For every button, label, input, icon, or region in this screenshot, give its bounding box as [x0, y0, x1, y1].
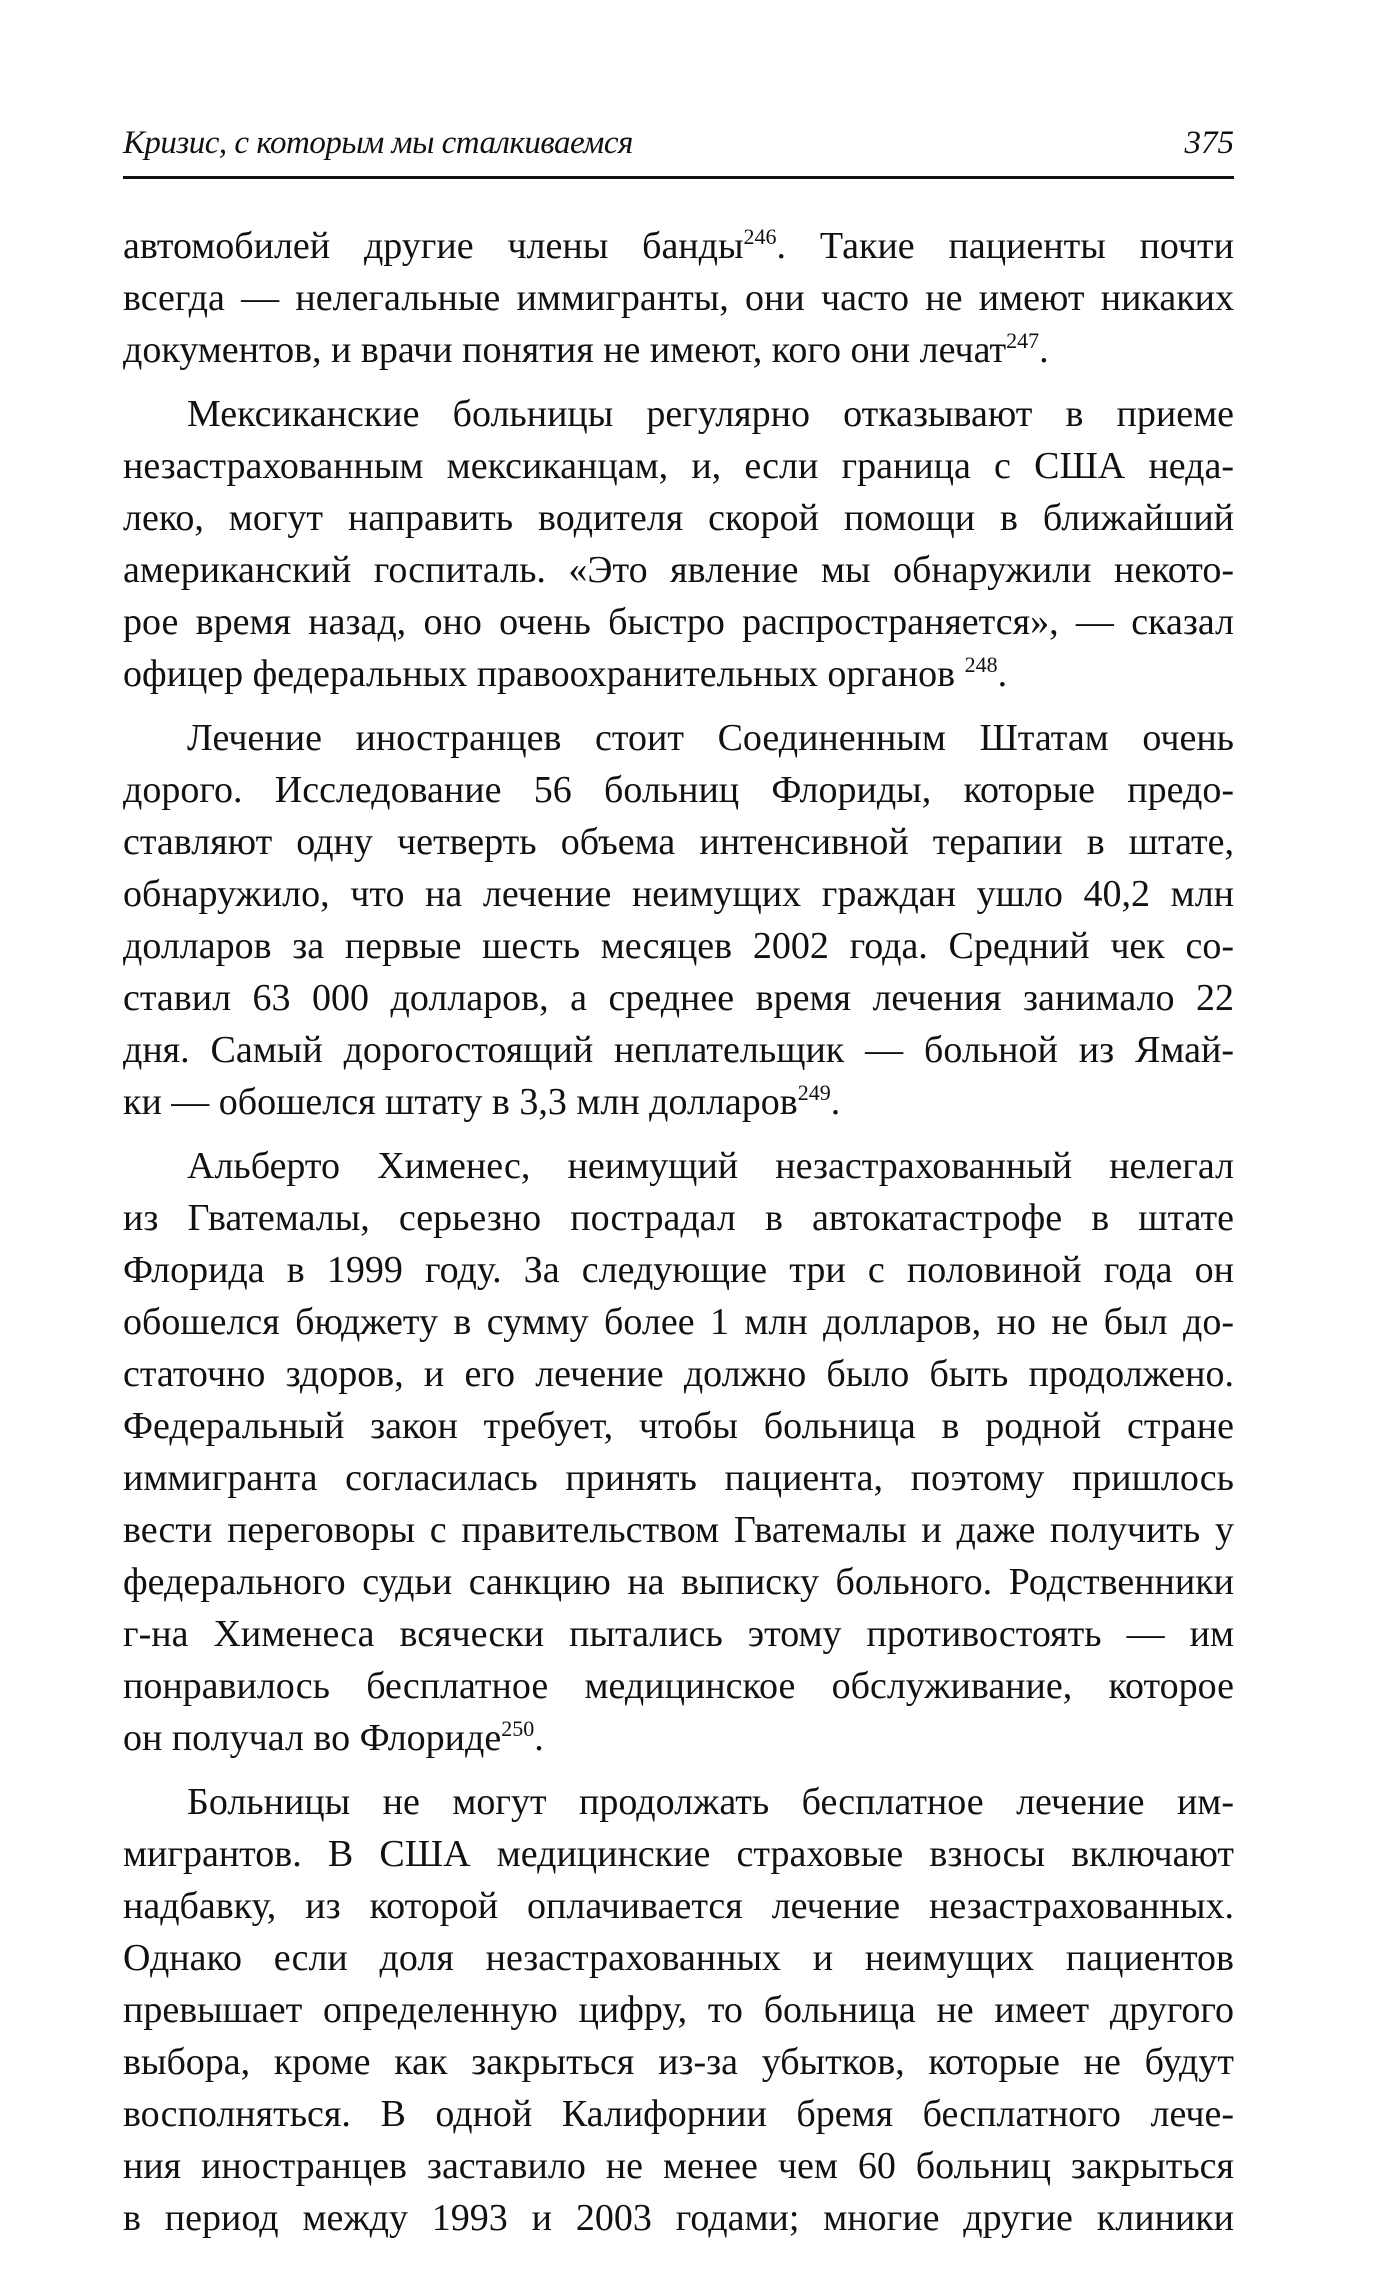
running-title: Кризис, с которым мы сталкиваемся	[123, 125, 633, 161]
text-line	[123, 1932, 1234, 1984]
text-run: восполняться. В одной Калифорнии бремя бесплатного лече-	[123, 2093, 1234, 2135]
text-line	[123, 1076, 1234, 1128]
text-run: Однако если доля незастрахованных и неимущих пациентов	[123, 1937, 1234, 1979]
text-run: рое время назад, оно очень быстро распространяется», — сказал	[123, 601, 1234, 643]
text-line	[123, 388, 1234, 440]
paragraph	[123, 388, 1234, 700]
text-run: Больницы не могут продолжать бесплатное лечение им-	[187, 1781, 1234, 1823]
text-run: он получал во Флориде	[123, 1717, 502, 1759]
text-line	[123, 1660, 1234, 1712]
text-run: надбавку, из которой оплачивается лечение незастрахованных.	[123, 1885, 1234, 1927]
text-run: дня. Самый дорогостоящий неплательщик — больной из Ямай-	[123, 1029, 1234, 1071]
text-run: Мексиканские больницы регулярно отказывают в приеме	[187, 393, 1234, 435]
text-line	[123, 1452, 1234, 1504]
text-line	[123, 1348, 1234, 1400]
text-run: статочно здоров, и его лечение должно было быть продолжено.	[123, 1353, 1234, 1395]
footnote-reference: 248	[964, 652, 998, 677]
paragraph	[123, 1776, 1234, 2244]
text-run: ставил 63 000 долларов, а среднее время лечения занимало 22	[123, 977, 1234, 1019]
text-line	[123, 1504, 1234, 1556]
footnote-reference: 246	[743, 224, 777, 249]
text-line	[123, 1984, 1234, 2036]
text-run: Альберто Хименес, неимущий незастрахованный нелегал	[187, 1145, 1234, 1187]
text-run: .	[997, 653, 1008, 695]
text-line	[123, 596, 1234, 648]
text-run: иммигранта согласилась принять пациента, поэтому пришлось	[123, 1457, 1234, 1499]
text-line	[123, 868, 1234, 920]
text-line	[123, 1244, 1234, 1296]
text-run: ставляют одну четверть объема интенсивной терапии в штате,	[123, 821, 1234, 863]
text-line	[123, 544, 1234, 596]
text-line	[123, 324, 1234, 376]
text-run: Федеральный закон требует, чтобы больница в родной стране	[123, 1405, 1234, 1447]
text-line	[123, 1024, 1234, 1076]
text-line	[123, 2088, 1234, 2140]
text-line	[123, 2140, 1234, 2192]
text-line	[123, 1140, 1234, 1192]
text-line	[123, 1712, 1234, 1764]
text-run: леко, могут направить водителя скорой помощи в ближайший	[123, 497, 1234, 539]
text-run: в период между 1993 и 2003 годами; многие другие клиники	[123, 2197, 1234, 2239]
footnote-reference: 247	[1006, 328, 1040, 353]
text-run: офицер федеральных правоохранительных органов	[123, 653, 965, 695]
text-run: обнаружило, что на лечение неимущих граждан ушло 40,2 млн	[123, 873, 1234, 915]
text-run: незастрахованным мексиканцам, и, если граница с США неда-	[123, 445, 1234, 487]
text-line	[123, 1828, 1234, 1880]
page-header	[123, 118, 1234, 170]
text-run: .	[1039, 329, 1049, 371]
header-rule	[123, 176, 1234, 179]
paragraph	[123, 712, 1234, 1128]
text-line	[123, 816, 1234, 868]
text-line	[123, 712, 1234, 764]
text-line	[123, 440, 1234, 492]
text-line	[123, 1776, 1234, 1828]
text-line	[123, 1880, 1234, 1932]
text-run: ки — обошелся штату в 3,3 млн долларов	[123, 1081, 798, 1123]
text-run: из Гватемалы, серьезно пострадал в автокатастрофе в штате	[123, 1197, 1234, 1239]
text-line	[123, 2036, 1234, 2088]
text-line	[123, 972, 1234, 1024]
paragraph	[123, 1140, 1234, 1764]
text-run: всегда — нелегальные иммигранты, они часто не имеют никаких	[123, 277, 1234, 319]
text-line	[123, 648, 1234, 700]
text-line	[123, 2192, 1234, 2244]
text-run: выбора, кроме как закрыться из-за убытков, которые не будут	[123, 2041, 1234, 2083]
text-line	[123, 1400, 1234, 1452]
text-line	[123, 1296, 1234, 1348]
text-run: обошелся бюджету в сумму более 1 млн долларов, но не был до-	[123, 1301, 1234, 1343]
text-line	[123, 764, 1234, 816]
text-run: автомобилей другие члены банды	[123, 225, 744, 267]
text-line	[123, 492, 1234, 544]
text-line	[123, 272, 1234, 324]
body-text	[123, 220, 1234, 2244]
text-run: ния иностранцев заставило не менее чем 60 больниц закрыться	[123, 2145, 1234, 2187]
text-line	[123, 1608, 1234, 1660]
text-line	[123, 1556, 1234, 1608]
text-run: . Такие пациенты почти	[776, 225, 1234, 267]
text-run: г-на Хименеса всячески пытались этому противостоять — им	[123, 1613, 1234, 1655]
text-run: вести переговоры с правительством Гватемалы и даже получить у	[123, 1509, 1234, 1551]
footnote-reference: 249	[797, 1080, 831, 1105]
text-run: мигрантов. В США медицинские страховые взносы включают	[123, 1833, 1234, 1875]
text-run: Флорида в 1999 году. За следующие три с половиной года он	[123, 1249, 1234, 1291]
text-run: понравилось бесплатное медицинское обслуживание, которое	[123, 1665, 1234, 1707]
text-line	[123, 220, 1234, 272]
text-run: Лечение иностранцев стоит Соединенным Штатам очень	[187, 717, 1234, 759]
text-run: федерального судьи санкцию на выписку больного. Родственники	[123, 1561, 1234, 1603]
text-line	[123, 1192, 1234, 1244]
text-run: превышает определенную цифру, то больница не имеет другого	[123, 1989, 1234, 2031]
text-run: .	[830, 1081, 841, 1123]
text-run: дорого. Исследование 56 больниц Флориды, которые предо-	[123, 769, 1234, 811]
paragraph	[123, 220, 1234, 376]
text-run: .	[534, 1717, 544, 1759]
text-run: долларов за первые шесть месяцев 2002 года. Средний чек со-	[123, 925, 1234, 967]
page-number: 375	[1184, 125, 1234, 161]
text-run: американский госпиталь. «Это явление мы обнаружили некото-	[123, 549, 1234, 591]
footnote-reference: 250	[501, 1716, 535, 1741]
text-line	[123, 920, 1234, 972]
text-run: документов, и врачи понятия не имеют, кого они лечат	[123, 329, 1007, 371]
